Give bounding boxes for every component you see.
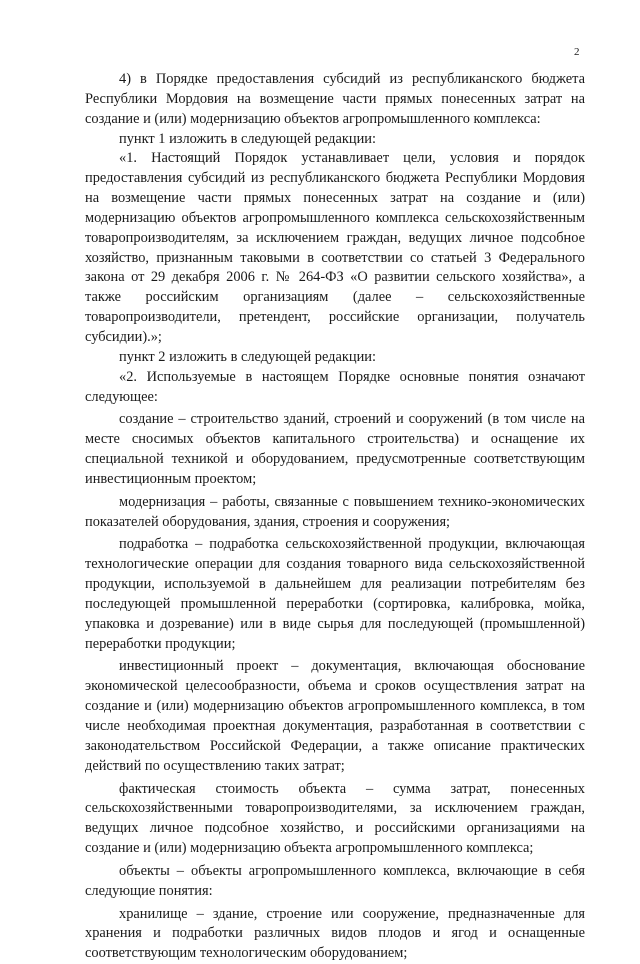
page-number: 2 bbox=[574, 46, 580, 58]
definition-storage: хранилище – здание, строение или сооружение, предназначенные для хранения и подработки различных видов плодов и ягод и оснащенные соответствующим технологическим оборудованием; bbox=[85, 905, 585, 962]
definition-modernization: модернизация – работы, связанные с повышением технико-экономических показателей оборудования, здания, строения и сооружения; bbox=[85, 493, 585, 530]
paragraph-amendment-item-4: 4) в Порядке предоставления субсидий из республиканского бюджета Республики Мордовия на возмещение части прямых понесенных затрат на создание и (или) модернизацию объектов агропромышленного комплекса: bbox=[85, 71, 585, 127]
definition-investment-project: инвестиционный проект – документация, включающая обоснование экономической целесообразности, объема и сроков осуществления затрат на создание и (или) модернизацию объектов агропромышленного комплекса, в том числе необходимая проектная документация, разработанная в соответствии с законодательством Российской Федерации, а также описание практических действий по осуществлению таких затрат; bbox=[85, 658, 585, 774]
paragraph-clause-2-intro: «2. Используемые в настоящем Порядке основные понятия означают следующее: bbox=[85, 368, 585, 405]
document-body bbox=[85, 70, 585, 964]
definition-objects: объекты – объекты агропромышленного комплекса, включающие в себя следующие понятия: bbox=[85, 862, 585, 899]
definition-processing: подработка – подработка сельскохозяйственной продукции, включающая технологические операции для создания товарного вида сельскохозяйственной продукции, используемой в дальнейшем для реализации потребителям без последующей промышленной переработки (сортировка, калибровка, мойка, упаковка и дозревание) или в виде сырья для последующей (промышленной) переработки продукции; bbox=[85, 536, 585, 652]
definition-actual-cost: фактическая стоимость объекта – сумма затрат, понесенных сельскохозяйственными товаропроизводителями, за исключением граждан, ведущих личное подсобное хозяйство, и российскими организациями на создание и (или) модернизацию объекта агропромышленного комплекса; bbox=[85, 780, 585, 857]
paragraph-clause-1-heading: пункт 1 изложить в следующей редакции: bbox=[119, 130, 376, 147]
paragraph-clause-1-text: «1. Настоящий Порядок устанавливает цели, условия и порядок предоставления субсидий из республиканского бюджета Республики Мордовия на возмещение части прямых понесенных затрат на создание и (или) модернизацию объектов агропромышленного комплекса сельскохозяйственным товаропроизводителям, за исключением граждан, ведущих личное подсобное хозяйство, признанным таковыми в соответствии со статьей 3 Федерального закона от 29 декабря 2006 г. № 264-ФЗ «О развитии сельского хозяйства», а также российским организациям (далее – сельскохозяйственные товаропроизводители, претендент, российские организации, получатель субсидии).»; bbox=[85, 150, 585, 345]
paragraph-clause-2-heading: пункт 2 изложить в следующей редакции: bbox=[119, 348, 376, 365]
definition-creation: создание – строительство зданий, строений и сооружений (в том числе на месте сносимых объектов капитального строительства) и оснащение их специальной техникой и оборудованием, предусмотренные соответствующим инвестиционным проектом; bbox=[85, 411, 585, 487]
